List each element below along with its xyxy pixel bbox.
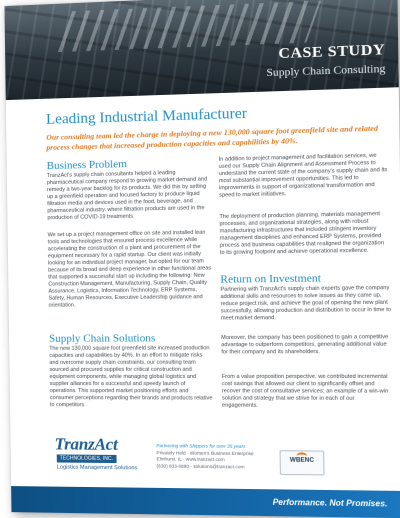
- return-on-investment-heading: Return on Investment: [220, 272, 322, 286]
- footer-bar: [11, 486, 400, 518]
- hero-banner: [4, 0, 398, 100]
- intro-statement: Our consulting team led the charge in deploying a new 130,000 square foot greenfield site and related process changes that increased production capacities and capabilities by 40%.: [46, 123, 379, 152]
- right-column-paragraph-1: In addition to project management and facilitation services, we used our Supply Chain Alignment and Assessment Process to understand the current state of the company's supply chain and its most substantial improvement opportunities. This led to improvements in support of organizational transformation and speed to market initiatives.: [218, 152, 388, 199]
- case-study-page: [4, 0, 400, 518]
- case-study-subtitle: Supply Chain Consulting: [266, 62, 386, 80]
- business-problem-paragraph-2: We set up a project management office on site and installed lean tools and technologies that ensured process excellence while accelerating the construction of a plant and procurement of the equipment necessary for a rapid startup. Our client was initially looking for an individual project manager, but opted for our team because of its broad and deep experience in other functional areas that supported a successful start up including the following: New Construction Management, Manufacturing, Supply Chain, Quality Assurance, Logistics, Information Technology, ERP Systems, Safety, Human Resources, Executive Leadership guidance and orientation.: [47, 229, 212, 309]
- contact-line: Elmhurst, IL · www.tranzact.com: [156, 456, 225, 463]
- logo-wordmark: TranzAct: [54, 434, 118, 454]
- roi-paragraph-2: Moreover, the company has been positioned to gain a competitive advantage to outperform competitors, generating additional value for their company and its shareholders.: [221, 334, 389, 356]
- footer-slogan: Performance. Not Promises.: [272, 497, 388, 509]
- business-problem-paragraph-1: TranzAct's supply chain consultants helped a leading pharmaceutical company respond to growing market demand and remedy a two-year backlog for its products. We did this by setting up a greenfield operation and focused factory to produce liquid filtration media and devices used in the food, beverage, and pharmaceutical industry, where filtration products are used in the production of COVID-19 treatments.: [46, 169, 208, 222]
- wbenc-certification-badge: [280, 450, 325, 475]
- contact-line: Privately Held · Women's Business Enterprise: [156, 449, 254, 456]
- page-footer: [10, 434, 400, 518]
- right-column-paragraph-2: The deployment of production planning, materials management processes, and organizational strategies, along with robust manufacturing infrastructures that included stringent inventory management disciplines and enhanced ERP Systems, provided process and business capabilities that realigned the organization to its growing footprint and achieve operational excellence.: [219, 210, 385, 257]
- logo-tagline: Logistics Management Solutions: [56, 464, 138, 472]
- contact-info: [156, 443, 271, 471]
- logo-subtitle: TECHNOLOGIES, INC.: [57, 454, 116, 463]
- roi-paragraph-1: Partnering with TranzAct's supply chain experts gave the company additional skills and resources to solve issues as they came up, reduce project risk, and achieve the goal of opening the new plant successfully, allowing production and distribution to occur in time to meet market demand.: [220, 284, 392, 322]
- contact-line: (630) 833-0890 · solutions@tranzact.com: [156, 462, 245, 469]
- supply-chain-solutions-paragraph: The new 130,000 square foot greenfield site increased production capacities and capabilities by 40%. In an effort to mitigate risks and overcome supply chain constraints, our consulting team sourced and procured supplies for critical construction and equipment components, while managing global logistics and supplier alliances for a successful and speedy launch of operations. This supported market positioning efforts and consumer perceptions regarding their brands and products relative to competitors.: [49, 345, 213, 409]
- supply-chain-solutions-heading: Supply Chain Solutions: [48, 332, 156, 345]
- tranzact-logo: [54, 434, 146, 485]
- certification-label: WBENC: [289, 457, 315, 464]
- business-problem-heading: Business Problem: [46, 157, 127, 173]
- case-study-title: CASE STUDY: [278, 41, 386, 63]
- roi-paragraph-3: From a value proposition perspective, we contributed incremental cost savings that allowed our client to significantly offset and recover the cost of consultative services; an example of a win-win solution and strategy that we strive for in each of our engagements.: [221, 373, 389, 409]
- contact-tagline: Partnering with Shippers for over 35 years: [156, 443, 246, 449]
- page-headline: Leading Industrial Manufacturer: [45, 105, 248, 128]
